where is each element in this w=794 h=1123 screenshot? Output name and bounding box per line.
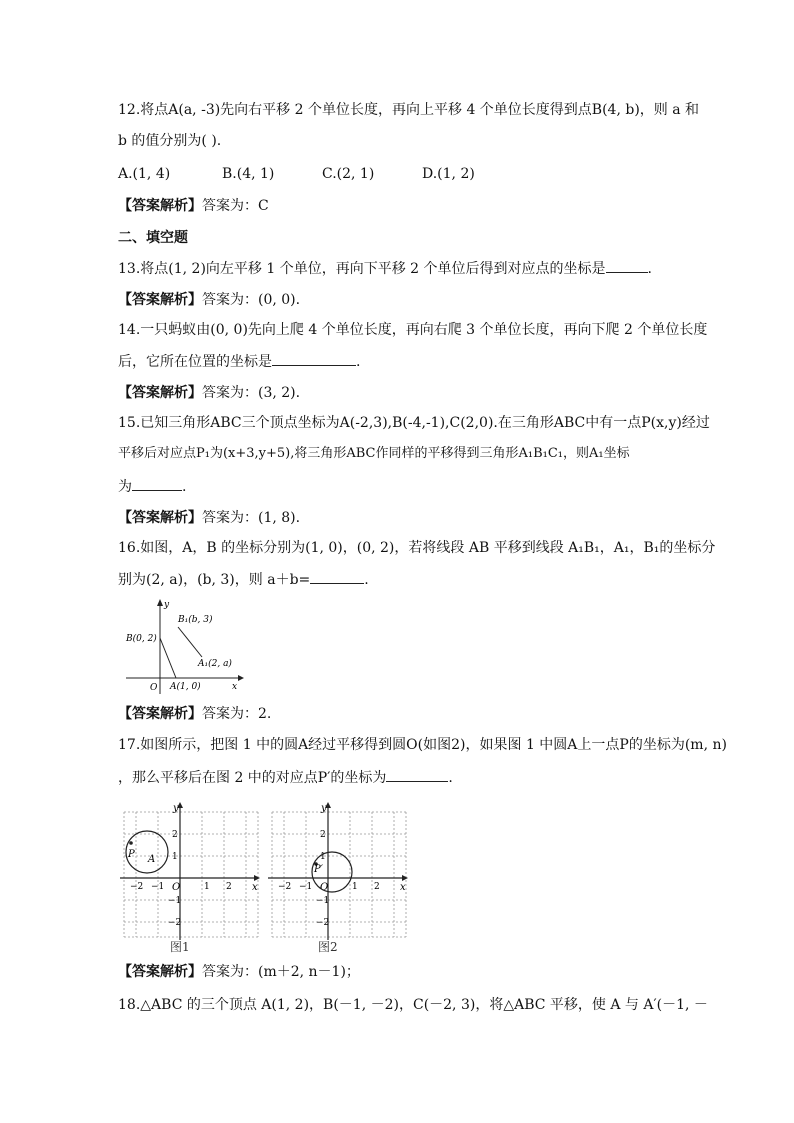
x-tick: −1 bbox=[151, 882, 165, 892]
point-p bbox=[129, 841, 133, 845]
answer-label: 【答案解析】 bbox=[118, 198, 202, 214]
q16-text: 别为(2, a)，(b, 3)，则 a＋b= bbox=[118, 572, 311, 588]
q13-line bbox=[118, 258, 652, 279]
y-label: y bbox=[321, 803, 327, 814]
origin-label: O bbox=[320, 882, 329, 893]
q15-text: 为 bbox=[118, 479, 132, 495]
answer-text: 答案为：(m＋2, n－1)； bbox=[202, 964, 360, 980]
label-b: B(0, 2) bbox=[126, 634, 157, 644]
x-axis-arrow-icon bbox=[254, 875, 260, 881]
q13-text: 13.将点(1, 2)向左平移 1 个单位，再向下平移 2 个单位后得到对应点的坐标是 bbox=[118, 261, 606, 277]
q16-answer bbox=[118, 704, 271, 724]
label-a: A bbox=[148, 854, 156, 865]
q17-blank bbox=[386, 767, 448, 782]
section-title: 二、填空题 bbox=[118, 230, 188, 246]
q15-blank bbox=[132, 476, 182, 491]
answer-label: 【答案解析】 bbox=[118, 706, 202, 722]
q17-line2 bbox=[118, 767, 453, 788]
answer-text: 答案为：C bbox=[202, 198, 269, 214]
q14-answer bbox=[118, 383, 300, 403]
fig1-caption: 图1 bbox=[170, 940, 190, 954]
answer-label: 【答案解析】 bbox=[118, 510, 202, 526]
x-tick: −2 bbox=[278, 882, 292, 892]
q12-option-c: C.(2, 1) bbox=[322, 166, 375, 182]
q14-end: . bbox=[356, 354, 361, 370]
q12-option-d: D.(1, 2) bbox=[422, 166, 475, 182]
y-tick: −1 bbox=[316, 896, 330, 906]
q17-line1: 17.如图所示，把图 1 中的圆A经过平移得到圆O(如图2)，如果图 1 中圆A上一点P的坐标为(m, n) bbox=[118, 737, 727, 753]
q17-text: ，那么平移后在图 2 中的对应点P′的坐标为 bbox=[118, 770, 387, 786]
q16-line2 bbox=[118, 569, 369, 590]
q17-fig2 bbox=[266, 800, 412, 950]
q12-answer bbox=[118, 196, 269, 216]
x-label: x bbox=[252, 882, 258, 893]
q15-answer bbox=[118, 508, 300, 528]
answer-label: 【答案解析】 bbox=[118, 292, 202, 308]
x-tick: 2 bbox=[374, 882, 380, 892]
q13-blank bbox=[606, 258, 648, 273]
y-tick: 2 bbox=[172, 830, 178, 840]
answer-label: 【答案解析】 bbox=[118, 964, 202, 980]
answer-label: 【答案解析】 bbox=[118, 385, 202, 401]
x-label: x bbox=[232, 682, 238, 692]
x-tick: 1 bbox=[204, 882, 210, 892]
segment-ab bbox=[160, 638, 176, 678]
q16-line1: 16.如图，A，B 的坐标分别为(1, 0)，(0, 2)，若将线段 AB 平移到线段 A₁B₁，A₁，B₁的坐标分 bbox=[118, 540, 716, 556]
label-b1: B₁(b, 3) bbox=[178, 615, 213, 625]
q12-options bbox=[118, 164, 475, 184]
x-tick: 1 bbox=[352, 882, 358, 892]
q17-end: . bbox=[448, 770, 453, 786]
q14-line2 bbox=[118, 351, 360, 372]
y-tick: 2 bbox=[320, 830, 326, 840]
q12-line1: 12.将点A(a, -3)先向右平移 2 个单位长度，再向上平移 4 个单位长度得到点B(4, b)，则 a 和 bbox=[118, 102, 700, 118]
q15-line2: 平移后对应点P₁为(x+3,y+5),将三角形ABC作同样的平移得到三角形A₁B₁C₁，则A₁坐标 bbox=[118, 446, 630, 461]
x-tick: 2 bbox=[226, 882, 232, 892]
answer-text: 答案为：(1, 8). bbox=[202, 510, 301, 526]
q14-text: 后，它所在位置的坐标是 bbox=[118, 354, 272, 370]
q16-figure bbox=[118, 596, 248, 696]
y-tick: −1 bbox=[168, 896, 182, 906]
y-label: y bbox=[173, 803, 179, 814]
grid bbox=[272, 812, 406, 937]
x-tick: −1 bbox=[299, 882, 313, 892]
label-a1: A₁(2, a) bbox=[198, 659, 232, 669]
q18-line1: 18.△ABC 的三个顶点 A(1, 2)，B(－1, －2)，C(－2, 3)，将△ABC 平移，使 A 与 A′(－1, － bbox=[118, 997, 708, 1013]
fig2-caption: 图2 bbox=[318, 940, 338, 954]
answer-text: 答案为：(0, 0). bbox=[202, 292, 301, 308]
y-label: y bbox=[164, 600, 170, 610]
q17-fig1 bbox=[118, 800, 264, 950]
answer-text: 答案为：(3, 2). bbox=[202, 385, 301, 401]
segment-a1b1 bbox=[178, 627, 202, 657]
y-tick: −2 bbox=[316, 918, 330, 928]
q15-line1: 15.已知三角形ABC三个顶点坐标为A(-2,3),B(-4,-1),C(2,0).在三角形ABC中有一点P(x,y)经过 bbox=[118, 415, 710, 431]
q12-option-b: B.(4, 1) bbox=[222, 166, 275, 182]
x-axis-arrow-icon bbox=[402, 875, 408, 881]
q12-option-a: A.(1, 4) bbox=[118, 166, 171, 182]
x-label: x bbox=[400, 882, 406, 893]
q15-end: . bbox=[182, 479, 187, 495]
y-tick: 1 bbox=[320, 852, 326, 862]
q13-end: . bbox=[647, 261, 652, 277]
origin-label: O bbox=[150, 683, 158, 693]
y-tick: 1 bbox=[172, 852, 178, 862]
label-a: A(1, 0) bbox=[170, 682, 201, 692]
q14-blank bbox=[272, 351, 356, 366]
label-p-prime: P′ bbox=[314, 864, 323, 875]
q16-end: . bbox=[364, 572, 369, 588]
origin-label: O bbox=[172, 882, 181, 893]
q16-blank bbox=[310, 569, 364, 584]
x-axis-arrow-icon bbox=[238, 675, 244, 681]
q15-line3 bbox=[118, 476, 186, 497]
label-p: P bbox=[128, 849, 135, 860]
y-tick: −2 bbox=[168, 918, 182, 928]
y-axis-arrow-icon bbox=[157, 599, 163, 606]
x-tick: −2 bbox=[130, 882, 144, 892]
q17-answer bbox=[118, 962, 360, 982]
q14-line1: 14.一只蚂蚁由(0, 0)先向上爬 4 个单位长度，再向右爬 3 个单位长度，再向下爬 2 个单位长度 bbox=[118, 322, 708, 338]
q13-answer bbox=[118, 290, 300, 310]
q12-line2: b 的值分别为( ). bbox=[118, 133, 222, 149]
answer-text: 答案为：2. bbox=[202, 706, 272, 722]
